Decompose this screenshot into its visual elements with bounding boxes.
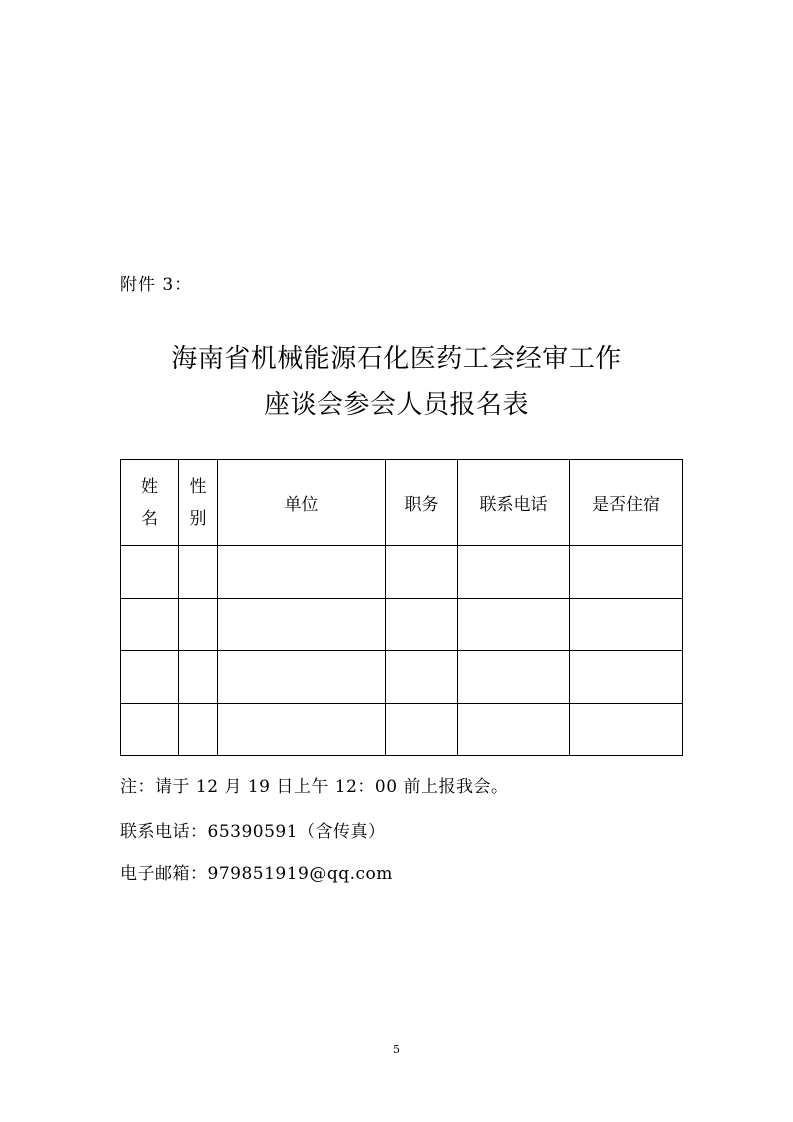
cell-name[interactable] (121, 598, 179, 651)
table-row (121, 651, 683, 704)
form-title-line-1: 海南省机械能源石化医药工会经审工作 (171, 344, 622, 374)
header-gender-line-2: 别 (189, 508, 207, 529)
cell-gender[interactable] (179, 703, 218, 756)
header-unit: 单位 (218, 460, 386, 546)
header-phone: 联系电话 (458, 460, 570, 546)
table-row (121, 598, 683, 651)
header-gender-line-1: 性 (189, 476, 207, 497)
cell-lodging[interactable] (570, 546, 683, 599)
contact-phone-note: 联系电话：65390591（含传真） (120, 822, 386, 842)
cell-position[interactable] (386, 546, 458, 599)
registration-table (120, 459, 683, 756)
table-row (121, 703, 683, 756)
header-gender (179, 460, 218, 546)
attachment-label: 附件 3： (120, 275, 193, 295)
cell-lodging[interactable] (570, 598, 683, 651)
email-note: 电子邮箱：979851919@qq.com (120, 864, 393, 884)
cell-unit[interactable] (218, 598, 386, 651)
header-name-line-2: 名 (141, 508, 158, 529)
cell-name[interactable] (121, 651, 179, 704)
page-number: 5 (393, 1043, 400, 1056)
cell-phone[interactable] (458, 703, 570, 756)
cell-unit[interactable] (218, 546, 386, 599)
form-title-line-2: 座谈会参会人员报名表 (263, 390, 529, 420)
cell-phone[interactable] (458, 546, 570, 599)
table-header-row (121, 460, 683, 546)
header-name-line-1: 姓 (141, 476, 158, 497)
cell-unit[interactable] (218, 651, 386, 704)
cell-name[interactable] (121, 703, 179, 756)
cell-position[interactable] (386, 703, 458, 756)
cell-position[interactable] (386, 651, 458, 704)
cell-phone[interactable] (458, 598, 570, 651)
header-lodging: 是否住宿 (570, 460, 683, 546)
cell-position[interactable] (386, 598, 458, 651)
header-name (121, 460, 179, 546)
cell-phone[interactable] (458, 651, 570, 704)
cell-name[interactable] (121, 546, 179, 599)
deadline-note: 注：请于 12 月 19 日上午 12：00 前上报我会。 (120, 777, 509, 797)
header-position: 职务 (386, 460, 458, 546)
cell-gender[interactable] (179, 651, 218, 704)
table-row (121, 546, 683, 599)
cell-gender[interactable] (179, 598, 218, 651)
cell-lodging[interactable] (570, 703, 683, 756)
cell-unit[interactable] (218, 703, 386, 756)
cell-gender[interactable] (179, 546, 218, 599)
cell-lodging[interactable] (570, 651, 683, 704)
